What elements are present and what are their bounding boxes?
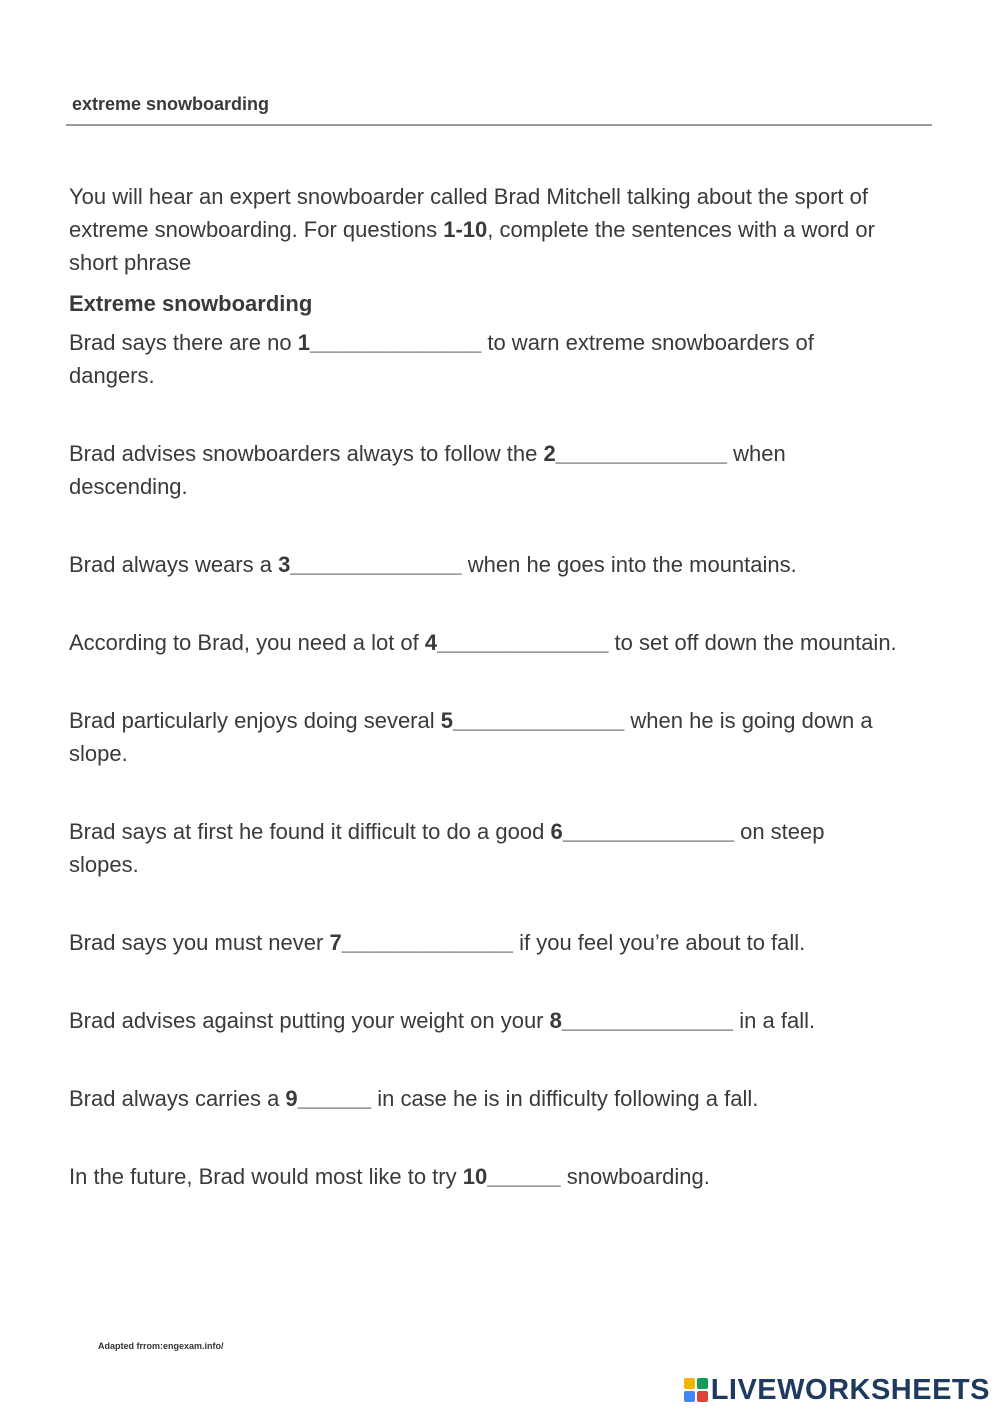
question-text-before: In the future, Brad would most like to try <box>69 1164 463 1189</box>
question-number: 8 <box>549 1008 562 1033</box>
question-text-before: Brad always wears a <box>69 552 279 577</box>
question-text-before: Brad advises against putting your weight on your <box>69 1008 550 1033</box>
question-1 <box>69 326 899 392</box>
liveworksheets-logo-icon <box>684 1378 708 1402</box>
source-credit: Adapted frrom:engexam.info/ <box>98 1341 224 1351</box>
question-text-after: when he is going down a slope. <box>69 708 873 766</box>
question-number: 4 <box>424 630 438 655</box>
question-text-after: to set off down the mountain. <box>608 630 897 655</box>
section-heading: Extreme snowboarding <box>69 291 313 316</box>
question-text-before: Brad says there are no <box>69 330 298 355</box>
question-text-before: According to Brad, you need a lot of <box>69 630 425 655</box>
question-5 <box>69 704 899 770</box>
logo-square-blue <box>684 1391 695 1402</box>
worksheet-content <box>69 180 899 1193</box>
header-divider <box>66 124 932 126</box>
answer-gap[interactable]: ______________ <box>562 819 734 844</box>
question-text-after: when he goes into the mountains. <box>461 552 797 577</box>
question-10 <box>69 1160 899 1193</box>
liveworksheets-brand[interactable] <box>684 1375 990 1405</box>
question-number: 9 <box>285 1086 298 1111</box>
question-text-before: Brad says you must never <box>69 930 330 955</box>
answer-gap[interactable]: ______________ <box>561 1008 734 1033</box>
question-6 <box>69 815 899 881</box>
answer-gap[interactable]: ______________ <box>437 630 609 655</box>
logo-square-green <box>697 1378 708 1389</box>
question-text-after: in a fall. <box>733 1008 816 1033</box>
question-text-after: in case he is in difficulty following a fall. <box>371 1086 759 1111</box>
answer-gap[interactable]: ______ <box>487 1164 561 1189</box>
question-text-before: Brad says at first he found it difficult to do a good <box>69 819 551 844</box>
question-number: 5 <box>440 708 453 733</box>
question-number: 10 <box>462 1164 488 1189</box>
instructions-text-1: You will hear an expert snowboarder called Brad Mitchell talking about the sport of extreme snowboarding. For questions <box>69 184 868 242</box>
question-9 <box>69 1082 899 1115</box>
question-3 <box>69 548 899 581</box>
question-text-before: Brad always carries a <box>69 1086 286 1111</box>
question-text-before: Brad advises snowboarders always to follow the <box>69 441 544 466</box>
logo-square-yellow <box>684 1378 695 1389</box>
question-2 <box>69 437 899 503</box>
question-4 <box>69 626 899 659</box>
answer-gap[interactable]: ______ <box>297 1086 372 1111</box>
answer-gap[interactable]: ______________ <box>341 930 513 955</box>
brand-name: LIVEWORKSHEETS <box>710 1374 990 1406</box>
question-number: 1 <box>297 330 310 355</box>
instructions <box>69 180 899 279</box>
instructions-text-2: , complete the sentences with a word or short phrase <box>69 217 875 275</box>
logo-square-red <box>697 1391 708 1402</box>
question-text-after: when descending. <box>69 441 786 499</box>
answer-gap[interactable]: ______________ <box>309 330 482 355</box>
question-number: 2 <box>543 441 556 466</box>
question-text-after: if you feel you’re about to fall. <box>513 930 806 955</box>
question-range: 1-10 <box>443 217 488 242</box>
question-8 <box>69 1004 899 1037</box>
answer-gap[interactable]: ______________ <box>555 441 728 466</box>
question-number: 3 <box>278 552 291 577</box>
answer-gap[interactable]: ______________ <box>453 708 625 733</box>
question-number: 7 <box>329 930 342 955</box>
question-text-before: Brad particularly enjoys doing several <box>69 708 441 733</box>
answer-gap[interactable]: ______________ <box>290 552 462 577</box>
question-text-after: to warn extreme snowboarders of dangers. <box>69 330 814 388</box>
question-text-after: on steep slopes. <box>69 819 825 877</box>
question-7 <box>69 926 899 959</box>
question-number: 6 <box>550 819 563 844</box>
worksheet-title: extreme snowboarding <box>72 94 270 114</box>
question-text-after: snowboarding. <box>560 1164 710 1189</box>
